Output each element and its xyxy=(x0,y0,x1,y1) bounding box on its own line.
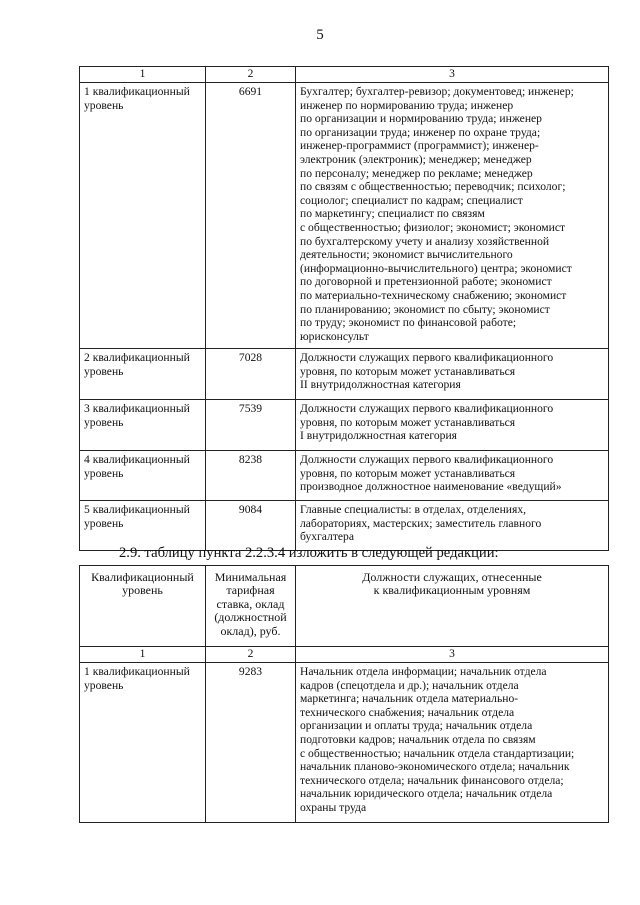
level-cell: 3 квалификационный уровень xyxy=(80,400,206,451)
table-row xyxy=(80,83,609,349)
level-cell: 1 квалификационный уровень xyxy=(80,663,206,823)
column-number: 2 xyxy=(206,647,296,663)
salary-cell: 9283 xyxy=(206,663,296,823)
positions-cell: Должности служащих первого квалификационного уровня, по которым может устанавливаться производное должностное наименование «ведущий» xyxy=(296,451,609,501)
table-row xyxy=(80,451,609,501)
column-number-row xyxy=(80,647,609,663)
level-cell: 4 квалификационный уровень xyxy=(80,451,206,501)
column-number: 3 xyxy=(296,67,609,83)
section-title: 2.9. таблицу пункта 2.2.3.4 изложить в следующей редакции: xyxy=(119,545,499,561)
level-cell: 5 квалификационный уровень xyxy=(80,501,206,551)
column-number: 3 xyxy=(296,647,609,663)
salary-cell: 8238 xyxy=(206,451,296,501)
header-salary: Минимальная тарифная ставка, оклад (должностной оклад), руб. xyxy=(206,566,296,647)
salary-cell: 9084 xyxy=(206,501,296,551)
header-row xyxy=(80,566,609,647)
salary-cell: 6691 xyxy=(206,83,296,349)
level-cell: 2 квалификационный уровень xyxy=(80,349,206,400)
table-row xyxy=(80,663,609,823)
positions-cell: Начальник отдела информации; начальник отдела кадров (спецотдела и др.); начальник отдела маркетинга; начальник отдела материально- технического снабжения; начальник отдела организации и оплаты труда; начальник отдела подготовки кадров; начальник отдела по связям с общественностью; начальник отдела стандартизации; начальник планово-экономического отдела; начальник технического отдела; начальник финансового отдела; начальник юридического отдела; начальник отдела охраны труда xyxy=(296,663,609,823)
qualification-table-continued xyxy=(79,66,609,551)
column-number-row xyxy=(80,67,609,83)
positions-cell: Главные специалисты: в отделах, отделениях, лабораториях, мастерских; заместитель главного бухгалтера xyxy=(296,501,609,551)
column-number: 2 xyxy=(206,67,296,83)
column-number: 1 xyxy=(80,647,206,663)
positions-cell: Должности служащих первого квалификационного уровня, по которым может устанавливаться II внутридолжностная категория xyxy=(296,349,609,400)
qualification-table-new xyxy=(79,565,609,823)
positions-cell: Должности служащих первого квалификационного уровня, по которым может устанавливаться I внутридолжностная категория xyxy=(296,400,609,451)
table-row xyxy=(80,400,609,451)
table-row xyxy=(80,349,609,400)
salary-cell: 7028 xyxy=(206,349,296,400)
column-number: 1 xyxy=(80,67,206,83)
header-positions: Должности служащих, отнесенные к квалификационным уровням xyxy=(296,566,609,647)
header-level: Квалификационный уровень xyxy=(80,566,206,647)
positions-cell: Бухгалтер; бухгалтер-ревизор; документовед; инженер; инженер по нормированию труда; инженер по организации и нормированию труда; инженер по организации труда; инженер по охране труда; инженер-программист (программист); инженер- электроник (электроник); менеджер; менеджер по персоналу; менеджер по рекламе; менеджер по связям с общественностью; переводчик; психолог; социолог; специалист по кадрам; специалист по маркетингу; специалист по связям с общественностью; физиолог; экономист; экономист по бухгалтерскому учету и анализу хозяйственной деятельности; экономист вычислительного (информационно-вычислительного) центра; экономист по договорной и претензионной работе; экономист по материально-техническому снабжению; экономист по планированию; экономист по сбыту; экономист по труду; экономист по финансовой работе; юрисконсульт xyxy=(296,83,609,349)
salary-cell: 7539 xyxy=(206,400,296,451)
level-cell: 1 квалификационный уровень xyxy=(80,83,206,349)
table-row xyxy=(80,501,609,551)
page-number: 5 xyxy=(316,27,324,43)
